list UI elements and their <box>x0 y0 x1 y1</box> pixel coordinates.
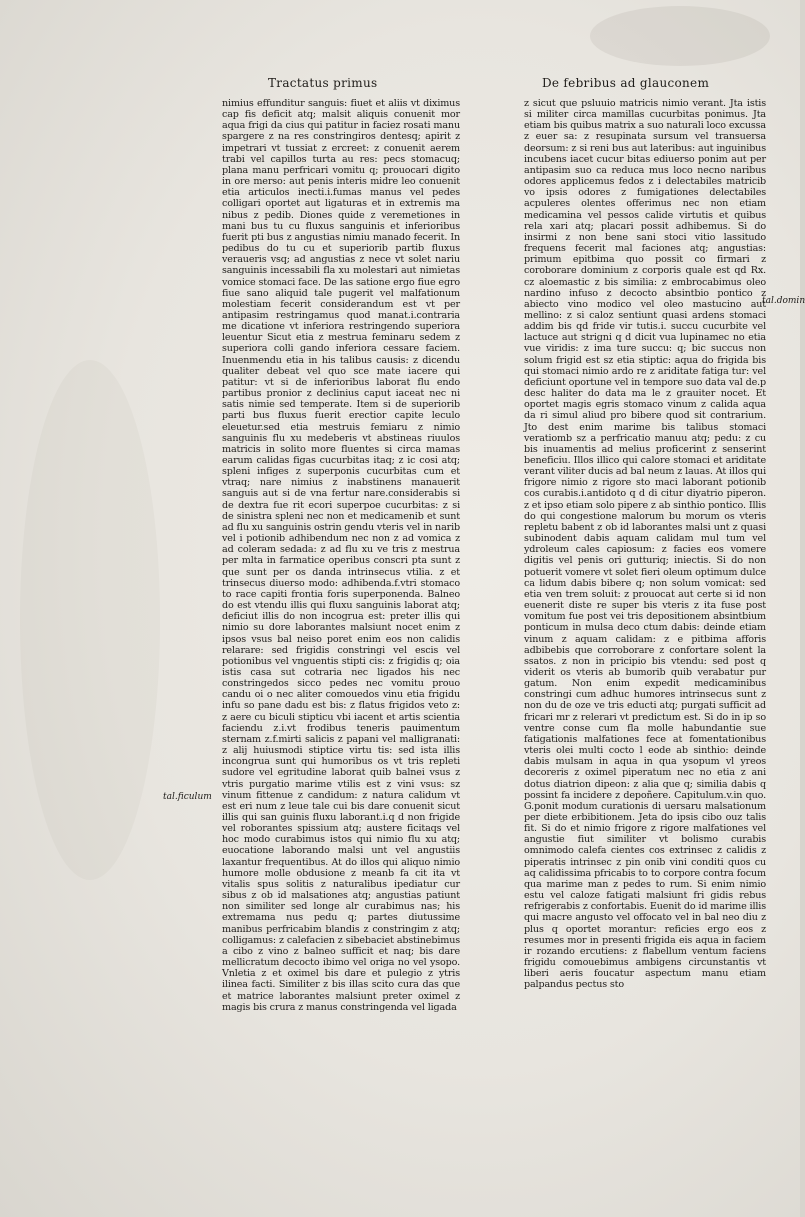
paper-stain <box>590 6 770 66</box>
text-column-right <box>524 98 766 1158</box>
column-text: z sicut que psluuio matricis nimio verant. Jta istis si militer circa mamillas cucurbitas ponimus. Jta etiam bis quibus matrix a suo naturali loco excussa z euer sa: z resupinata sursum vel transuersa deorsum: z si reni bus aut lateribus: aut inguinibus incubens iacet cucur bitas ediuerso ponim aut per antipasim suo ca reduca mus loco necno naribus odores applicemus fedos z i delectabiles matricib vo ipsis odores z fumigationes delectabiles acpuleres olentes offerimus nec non etiam medicamina vel pessos calide virtutis et quibus rela xari atq; placari possit adhibemus. Si do insirmi z non bene sani stoci vitio lassitudo frequens fecerit mal faciones atq; angustias: primum epitbima quo possit co firmari z coroborare dominium z corporis quale est qd Rx. cz aloemastic z bis similia: z embrocabimus oleo nardino infuso z decocto absintbio pontico z abiecto vino modico vel oleo mastucino aut mellino: z si caloz sentiunt quasi ardens stomaci addim bis qd fride vir tutis.i. succu cucurbite vel lactuce aut strigni q d dicit vua lupinamec no etia vue viridis: z ima ture succu: q; bic succus non solum frigid est sz etia stiptic: aqua do frigida bis qui stomaci nimio ardo re z ariditate fatiga tur: vel deficiunt oportune vel in tempore suo data val de.p desc haliter do data ma le z grauiter nocet. Et oportet magis egris stomaco vinum z calida aqua da ri simul aliud pro bibere quod sit contrarium. Jto dest enim marime bis talibus stomaci veratiomb sz a perfricatio manuu atq; pedu: z cu bis inuamentis ad melius proficerint z senserint beneficiu. Illos illico qui calore stomaci et ariditate verant viliter ducis ad bal neum z lauas. At illos qui frigore nimio z rigore sto maci laborant potionib cos curabis.i.antidoto q d di citur diyatrio piperon. z et ipso etiam solo pipere z ab sinthio pontico. Illis do qui congestione malorum bu morum os vteris repletu babent z ob id laborantes malsi unt z quasi subinodent dabis aquam calidam mul tum vel ydroleum cales capiosum: z facies eos vomere digitis vel penis ori gutturiq; iniectis. Si do non potuerit vomere vt solet fieri oleum optimum dulce ca lidum dabis bibere q; non solum vomicat: sed etia ven trem soluit: z prouocat aut certe si id non euenerit diste re super bis vteris z ita fuse post vomitum fue post vei tris depositionem absintbium ponticum in mulsa deco ctum dabis: deinde etiam vinum z aquam calidam: z e pitbima afforis adbibebis que corroborare z confortare solent la ssatos. z non in pricipio bis vtendu: sed post q viderit os vteris ab bumorib quib verabatur pur gatum. Non enim expedit medicaminibus constringi cum adhuc humores intrinsecus sunt z non du de oze ve tris educti atq; purgati sufficit ad fricari mr z relerari vt predictum est. Si do in ip so ventre conse cum fla molle habundantie sue fatigationis malfationes fece at fomentationibus vteris olei multi cocto l eode ab sinthio: deinde dabis mulsam in aqua in qua ysopum vl yreos decoreris z oximel piperatum nec no etia z ani dotus diatrion dipeon: z alia que q; similia dabis q possint fa incidere z depoñere. Capitulum.v.in quo. G.ponit modum curationis di uersaru malsationum per diete erbibitionem. Jeta do ipsis cibo ouz talis fit. Si do et nimio frigore z rigore malfationes vel angustie fiut similiter vt bolismo curabis omnimodo calefa cientes cos extrinsec z calidis z piperatis intrinsec z pin onib vini conditi quos cu aq calidissima pfricabis to to corpore contra focum qua marime man z pedes to rum. Si enim nimio estu vel caloze fatigati malsiunt fri gidis rebus refrigerabis z confortabis. Euenit do id marime illis qui macre angusto vel offocato vel in bal neo diu z plus q oportet morantur: reficies ergo eos z resumes mor in presenti frigida eis aqua in faciem ir rozando ercutiens: z flabellum ventum faciens frigidu comouebimus ambigens circunstantis vt liberi aeris foucatur aspectum manu etiam palpandus pectus sto <box>524 98 766 991</box>
running-header-right: De febribus ad glauconem <box>542 76 710 90</box>
text-column-left <box>222 98 460 1013</box>
paper-stain <box>20 360 160 880</box>
margin-note-left: tal.ficulum <box>163 792 212 802</box>
column-text: nimius effunditur sanguis: fiuet et aliis vt diximus cap fis deficit atq; malsit aliquis conuenit mor aqua frigi da cius qui patitur in faciez rosati manu spargere z na res constringiros dentesq; apirit z impetrari vt tussiat z ercreet: z conuenit aerem trabi vel capillos turta au res: pecs stomacuq; plana manu perfricari vomitu q; prouocari digito in ore merso: aut penis interis midre leo conuenit etia articulos inecti.i.fumas manus vel pedes colligari oportet aut ligaturas et in extremis ma nibus z pedib. Diones quide z veremetiones in mani bus tu cu fluxus sanguinis et inferioribus fuerit pti bus z angustias nimiu manado fecerit. In pedibus do tu cu et superiorib partib fluxus veraueris vsq; ad angustias z nece vt solet nariu sanguinis incessabili fla xu molestari aut nimietas vomice stomaci face. De las satione ergo fiue egro fiue sano aliquid tale pugerit vel malfationum molestiam fecerit considerandum est vt per antipasim restringamus quod manat.i.contraria me dicatione vt inferiora restringendo superiora leuentur Sicut etia z mestrua feminaru sedem z superiora colli gando inferiora cessare faciem. Inuenmendu etia in his talibus causis: z dicendu qualiter debeat vel quo sce mate iacere qui patitur: vt si de inferioribus laborat flu endo partibus pronior z declinius caput iaceat nec ni satis nimie sed temperate. Item si de superiorib parti bus fluxus fuerit erectior capite leculo eleuetur.sed etia mestruis femiaru z nimio sanguinis flu xu medeberis vt abstineas riuulos matricis in solito more fluentes si circa mamas earum calidas figas cucurbitas itaq; z ic cosi atq; spleni infiges z superponis cucurbitas cum et vtraq; nare nimius z inabstinens manauerit sanguis aut si de vna fertur nare.considerabis si de dextra fue rit ecori superpoe cucurbitas: z si de sinistra spleni nec non et medicamenib et sunt ad flu xu sanguinis ostrin gendu vteris vel in narib vel i potionib adhibendum nec non z ad vomica z ad coleram sedada: z ad flu xu ve tris z mestrua per mlta in farmatice operibus conscri pta sunt z que sunt per os danda intrinsecus vtilia. z et trinsecus diuerso modo: adhibenda.f.vtri stomaco to race capiti frontia foris superponenda. Balneo do est vtendu illis qui fluxu sanguinis laborat atq; deficiut illis do non incogrua est: preter illis qui nimio su dore laborantes malsiunt nocet enim z ipsos vsus bal neiso poret enim eos non calidis relarare: sed frigidis constringi vel escis vel potionibus vel vnguentis stipti cis: z frigidis q; oia istis casa sut cotraria nec ligados his nec constringedos sicco pedes nec vomitu prouo candu oi o nec aliter comouedos vinu etia frigidu infu so pane dadu est bis: z flatus frigidos veto z: z aere cu biculi stipticu vbi iacent et artis scientia faciendu z.i.vt frodibus teneris pauimentum sternam z.f.mirti salicis z papani vel malligranati: z alij huiusmodi stiptice virtu tis: sed ista illis incongrua sunt qui humoribus os vt tris repleti sudore vel egritudine laborat quib balnei vsus z vtris purgatio marime vtilis est z vini vsus: sz vinum fittenue z candidum: z natura calidum vt est eri num z leue tale cui bis dare conuenit sicut illis qui san guinis fluxu laborant.i.q d non frigide vel roborantes spissium atq; austere ficitaqs vel hoc modo curabimus istos qui nimio flu xu atq; euocatione laborando malsi unt vel angustiis laxantur frequentibus. At do illos qui aliquo nimio humore molle obdusione z meanb fa cit ita vt vitalis spus solitis z naturalibus ipediatur cur sibus z ob id malsationes atq; angustias patiunt non similiter sed longe alr curabimus nas; his extremama nus pedu q; partes diutussime manibus perfricabim blandis z constringim z atq; colligamus: z calefacien z sibebaciet abstinebimus a cibo z vino z balneo sufficit et naq; bis dare mellicratum decocto ibimo vel origa no vel ysopo. Vnletia z et oximel bis dare et pulegio z ytris ilinea facti. Similiter z bis illas scito cura das que et matrice laborantes malsiunt preter oximel z magis bis crura z manus constringenda vel ligada <box>222 98 460 1013</box>
running-header-left: Tractatus primus <box>268 76 378 90</box>
margin-note-right: tal.domin <box>762 296 805 306</box>
